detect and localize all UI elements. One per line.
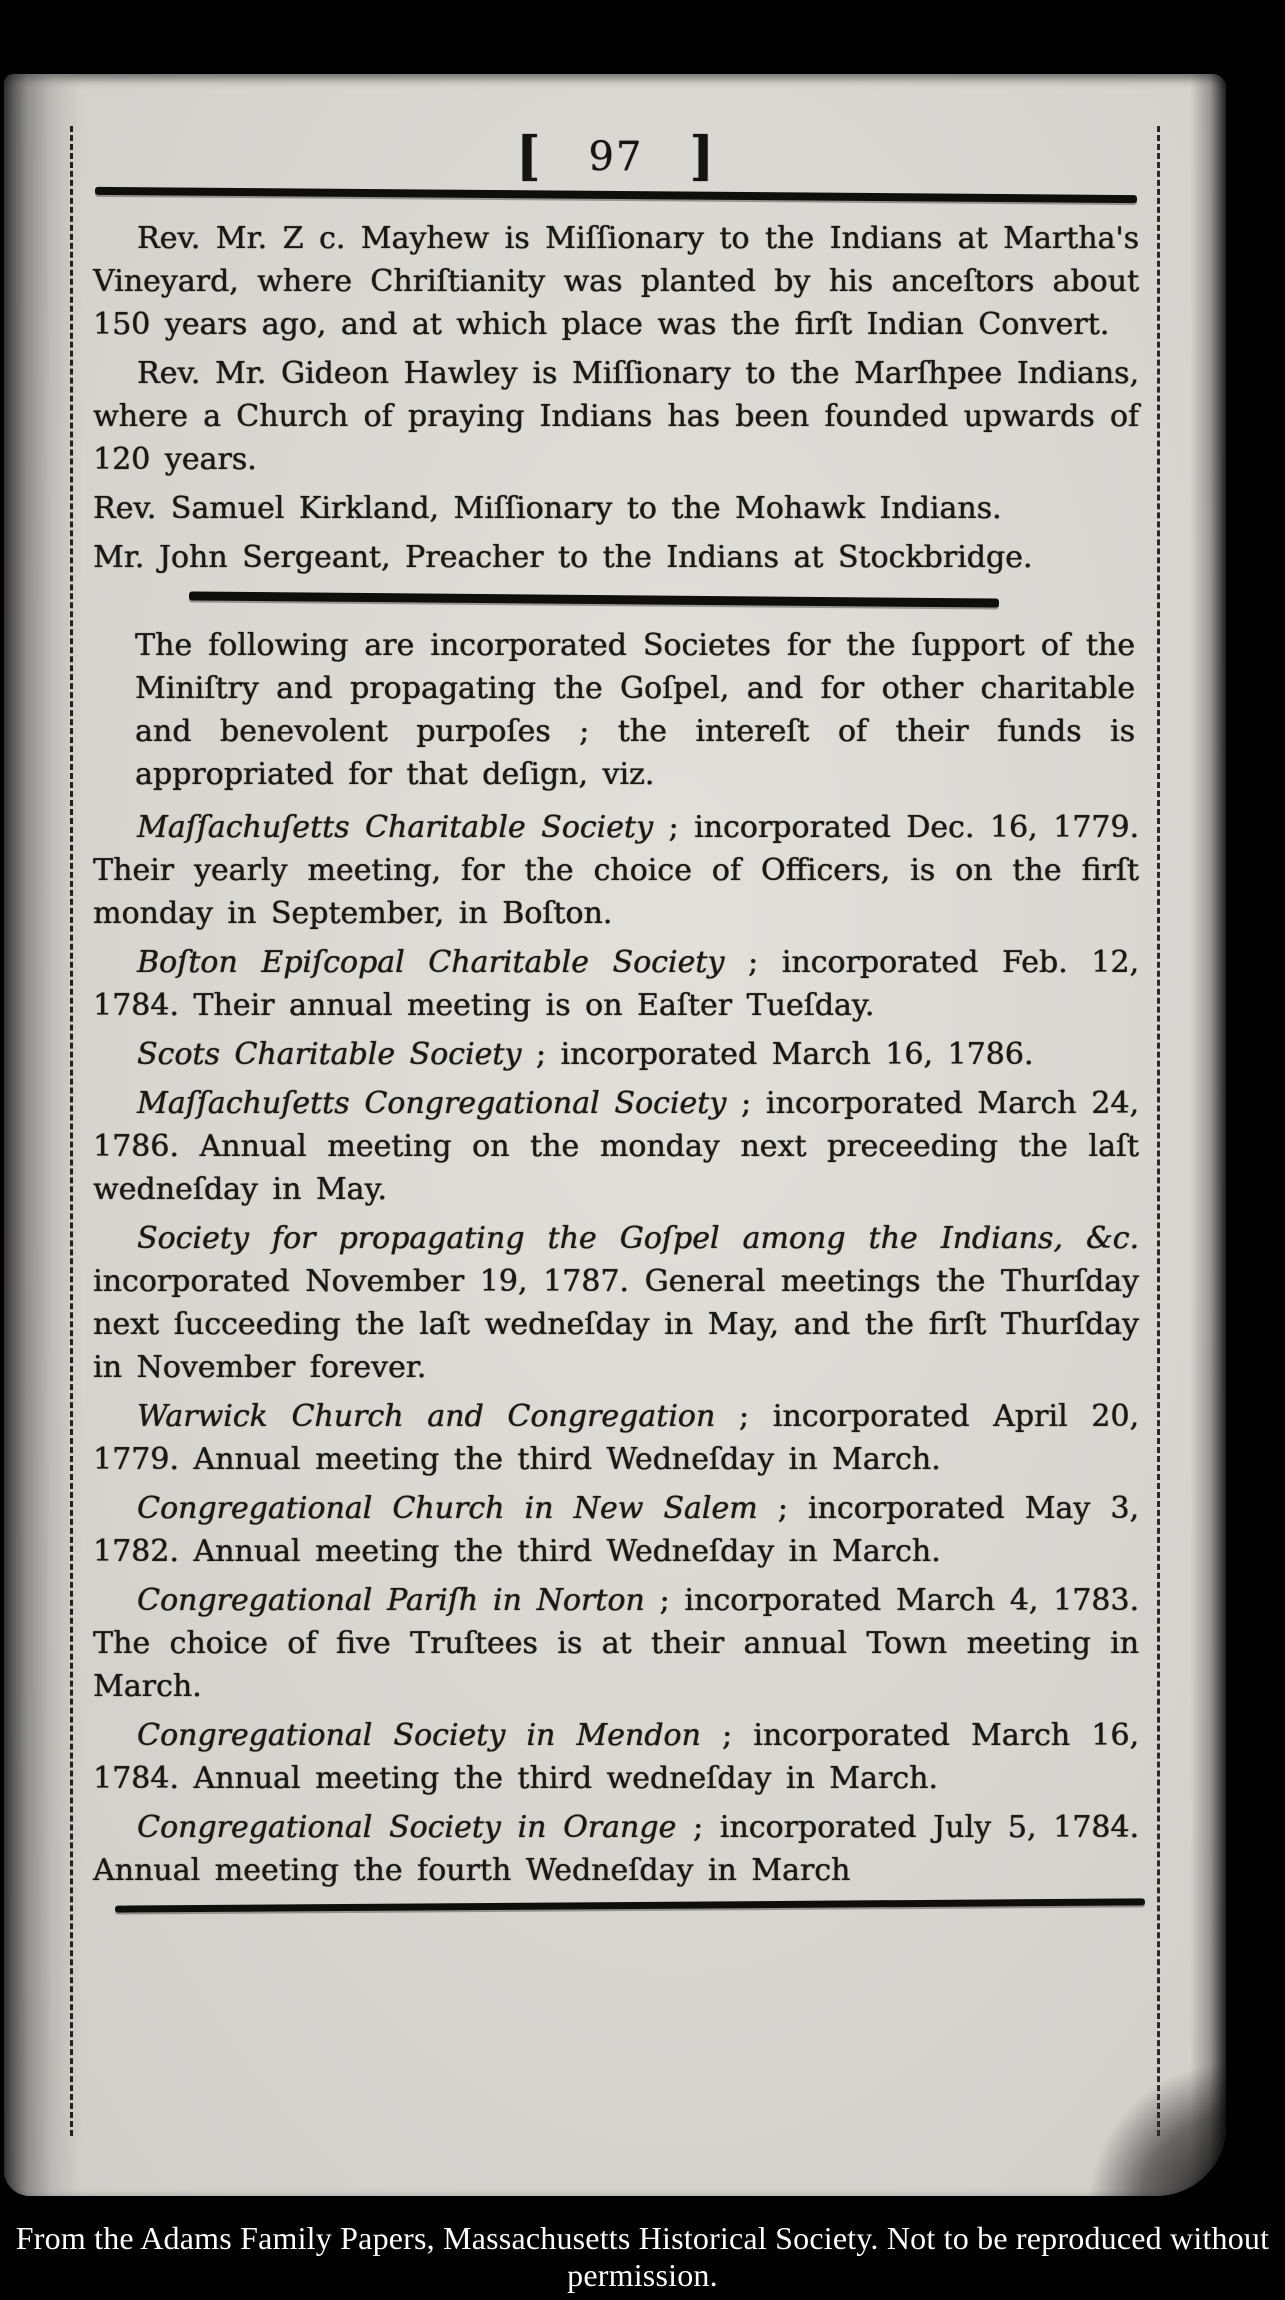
header-rule: [95, 187, 1137, 203]
society-details: incorporated November 19, 1787. General meetings the Thurſday next ſucceeding the laſt wedneſday in May, and the firſt Thurſday in November forever.: [93, 1264, 1139, 1385]
society-name: Maſſachuſetts Congregational Society: [137, 1086, 741, 1121]
society-details: ; incorporated July 5, 1784. Annual meeting the fourth Wedneſday in March: [93, 1810, 1140, 1888]
society-details: ; incorporated May 3, 1782. Annual meeting the third Wedneſday in March.: [93, 1491, 1139, 1569]
archive-caption: From the Adams Family Papers, Massachusetts Historical Society. Not to be reproduced without permission.: [15, 2220, 1270, 2293]
footer-rule: [115, 1898, 1145, 1912]
printed-column: [70, 126, 1160, 2136]
society-entry: [93, 806, 1139, 935]
society-details: ; incorporated March 24, 1786. Annual meeting on the monday next preceeding the laſt wedneſday in May.: [93, 1086, 1139, 1207]
society-details: ; incorporated March 16, 1786.: [535, 1037, 1034, 1072]
society-name: Maſſachuſetts Charitable Society: [137, 810, 669, 845]
society-name: Congregational Society in Orange: [137, 1810, 693, 1845]
society-name: Scots Charitable Society: [137, 1037, 536, 1072]
society-details: ; incorporated Dec. 16, 1779. Their yearly meeting, for the choice of Officers, is on the firſt monday in September, in Boſton.: [93, 810, 1139, 931]
missionary-paragraph: Mr. John Sergeant, Preacher to the Indians at Stockbridge.: [93, 540, 1033, 575]
societies-intro: The following are incorporated Societes for the ſupport of the Miniſtry and propagating the Goſpel, and for other charitable and benevolent purpoſes ; the intereſt of their funds is appropriated for that deſign, viz.: [135, 628, 1135, 792]
section-divider-rule: [189, 591, 999, 607]
society-entry: [93, 941, 1139, 1027]
society-details: ; incorporated Feb. 12, 1784. Their annual meeting is on Eaſter Tueſday.: [93, 945, 1139, 1023]
society-name: Congregational Society in Mendon: [137, 1718, 722, 1753]
society-list: [93, 806, 1139, 1892]
society-details: ; incorporated March 4, 1783. The choice of five Truſtees is at their annual Town meeting in March.: [93, 1583, 1139, 1704]
society-entry: [93, 1033, 1139, 1076]
page-number-bracket-left: [: [515, 126, 543, 187]
society-entry: [93, 1487, 1139, 1573]
society-name: Congregational Church in New Salem: [137, 1491, 778, 1526]
missionary-paragraph: Rev. Mr. Gideon Hawley is Miſſionary to the Marſhpee Indians, where a Church of praying Indians has been founded upwards of 120 years.: [93, 356, 1139, 477]
society-entry: [93, 1806, 1139, 1892]
missionary-paragraph: Rev. Mr. Z c. Mayhew is Miſſionary to the Indians at Martha's Vineyard, where Chriſtianity was planted by his anceſtors about 150 years ago, and at which place was the firſt Indian Convert.: [93, 221, 1139, 342]
society-entry: [93, 1217, 1139, 1389]
page-number: [93, 126, 1139, 187]
society-details: ; incorporated April 20, 1779. Annual meeting the third Wedneſday in March.: [93, 1399, 1139, 1477]
missionary-paragraph: Rev. Samuel Kirkland, Miſſionary to the Mohawk Indians.: [93, 491, 1002, 526]
society-entry: [93, 1579, 1139, 1708]
page-right-edge-shadow: [1190, 74, 1226, 2196]
society-details: ; incorporated March 16, 1784. Annual meeting the third wedneſday in March.: [93, 1718, 1139, 1796]
society-name: Society for propagating the Goſpel among the Indians, &c.: [137, 1221, 1139, 1256]
society-name: Congregational Pariſh in Norton: [137, 1583, 660, 1618]
missionaries-section: [93, 217, 1139, 579]
scanned-page: [4, 74, 1226, 2196]
societies-section: [93, 624, 1139, 1892]
page-number-value: 97: [588, 134, 644, 180]
society-entry: [93, 1082, 1139, 1211]
society-name: Warwick Church and Congregation: [137, 1399, 739, 1434]
page-number-bracket-right: ]: [689, 126, 717, 187]
society-entry: [93, 1714, 1139, 1800]
society-entry: [93, 1395, 1139, 1481]
society-name: Boſton Epiſcopal Charitable Society: [137, 945, 748, 980]
